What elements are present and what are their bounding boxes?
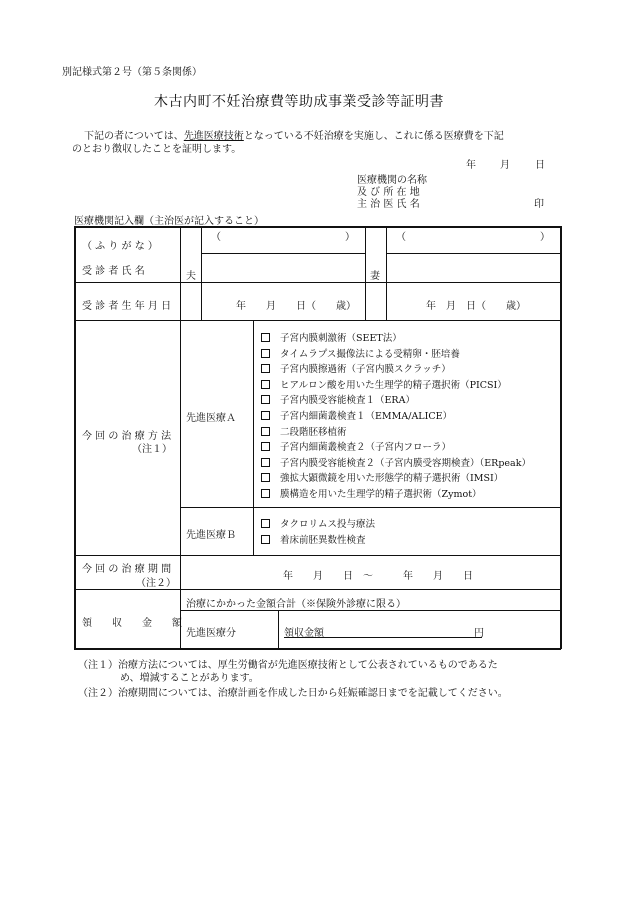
- treatment-option: [261, 377, 531, 393]
- treatment-option-label: 子宮内細菌叢検査１（EMMA/ALICE）: [280, 410, 453, 422]
- checkbox[interactable]: [261, 364, 270, 373]
- treatment-option: [261, 408, 531, 424]
- checkbox[interactable]: [261, 395, 270, 404]
- treatment-option: [261, 486, 531, 502]
- treatment-option: [261, 330, 531, 346]
- wife-furigana-close: ）: [540, 232, 550, 243]
- treatment-option: [261, 455, 531, 471]
- treatment-option-label: 子宮内膜受容能検査１（ERA）: [280, 395, 415, 407]
- period-value: 年 月 日 ～ 年 月 日: [283, 571, 473, 582]
- husband-furigana-open: （: [211, 232, 221, 243]
- checkbox[interactable]: [261, 473, 270, 482]
- checkbox[interactable]: [261, 427, 270, 436]
- husband-label: 夫: [186, 271, 196, 282]
- institution-name-label: 医療機関の名称: [357, 175, 427, 186]
- period-note-ref: （注２）: [136, 578, 176, 589]
- treatment-option: [261, 516, 375, 532]
- patient-name-label: 受 診 者 氏 名: [82, 266, 145, 277]
- treatment-option-label: タクロリムス投与療法: [280, 519, 376, 530]
- checkbox[interactable]: [261, 380, 270, 389]
- date-year: 年: [466, 160, 476, 171]
- amount-received-label: 領収金額: [284, 628, 324, 639]
- treatment-option: [261, 439, 531, 455]
- amount-unit: 円: [474, 628, 484, 639]
- treatment-option-label: 強拡大顕微鏡を用いた形態学的精子選択術（IMSI）: [280, 473, 504, 485]
- treatment-option: [261, 424, 531, 440]
- institution-address-label: 及 び 所 在 地: [357, 187, 420, 198]
- form-number: 別記様式第２号（第５条関係）: [62, 67, 202, 78]
- treatment-option: [261, 361, 531, 377]
- intro-underlined: 先進医療技術: [183, 131, 244, 142]
- treatment-option-label: 二段階胚移植術: [280, 426, 347, 438]
- advanced-b-label: 先進医療Ｂ: [186, 530, 236, 541]
- treatment-option-label: 子宮内細菌叢検査２（子宮内フローラ）: [280, 442, 452, 454]
- amount-advanced-label: 先進医療分: [186, 628, 236, 639]
- checkbox[interactable]: [261, 489, 270, 498]
- amount-underline: [284, 637, 482, 638]
- furigana-label: （ ふ り が な ）: [82, 241, 158, 252]
- note-1-line-2: め、増減することがあります。: [120, 673, 259, 684]
- treatment-option: [261, 392, 531, 408]
- section-label: 医療機関記入欄（主治医が記入すること）: [74, 216, 264, 227]
- treatment-option-label: タイムラプス撮像法による受精卵・胚培養: [280, 348, 460, 360]
- amount-label: 領 収 金 額: [82, 618, 182, 629]
- checkbox[interactable]: [261, 458, 270, 467]
- advanced-a-list: [261, 330, 531, 502]
- page-title: 木古内町不妊治療費等助成事業受診等証明書: [154, 94, 444, 110]
- treatment-option-label: 子宮内膜擦過術（子宮内膜スクラッチ）: [280, 364, 451, 376]
- checkbox[interactable]: [261, 442, 270, 451]
- checkbox[interactable]: [261, 333, 270, 342]
- checkbox[interactable]: [261, 519, 270, 528]
- wife-birthdate: 年 月 日（ 歳）: [426, 301, 526, 312]
- checkbox[interactable]: [261, 411, 270, 420]
- intro-after: となっている不妊治療を実施し、これに係る医療費を下記: [243, 131, 504, 142]
- checkbox[interactable]: [261, 535, 270, 544]
- date-day: 日: [535, 160, 545, 171]
- treatment-option-label: ヒアルロン酸を用いた生理学的精子選択術（PICSI）: [280, 379, 507, 391]
- amount-total-label: 治療にかかった金額合計（※保険外診療に限る）: [186, 599, 406, 610]
- checkbox[interactable]: [261, 349, 270, 358]
- intro-line-2: のとおり徴収したことを証明します。: [72, 144, 242, 155]
- doctor-name-label: 主 治 医 氏 名: [357, 199, 420, 210]
- method-label: 今 回 の 治 療 方 法: [82, 431, 172, 442]
- treatment-option: [261, 532, 375, 548]
- wife-label: 妻: [370, 271, 380, 282]
- husband-birthdate: 年 月 日（ 歳）: [236, 301, 356, 312]
- birthdate-label: 受 診 者 生 年 月 日: [82, 301, 172, 312]
- wife-furigana-open: （: [396, 232, 406, 243]
- method-note-ref: （注１）: [132, 444, 172, 455]
- treatment-option-label: 子宮内膜刺激術（SEET法）: [280, 333, 402, 344]
- period-label: 今 回 の 治 療 期 間: [82, 564, 172, 575]
- intro-before: 下記の者については、: [84, 131, 184, 142]
- treatment-option: [261, 346, 531, 362]
- advanced-a-label: 先進医療Ａ: [186, 413, 236, 424]
- advanced-b-list: [261, 516, 375, 547]
- note-1-line-1: （注１）治療方法については、厚生労働省が先進医療技術として公表されているものであるた: [78, 660, 498, 671]
- treatment-option: [261, 470, 531, 486]
- seal-mark: 印: [534, 199, 544, 210]
- note-2: （注２）治療期間については、治療計画を作成した日から妊娠確認日までを記載してください。: [78, 688, 508, 699]
- treatment-option-label: 子宮内膜受容能検査２（子宮内膜受容期検査）（ERpeak）: [280, 457, 531, 469]
- treatment-option-label: 膜構造を用いた生理学的精子選択術（Zymot）: [280, 488, 482, 500]
- treatment-option-label: 着床前胚異数性検査: [280, 534, 366, 546]
- husband-furigana-close: ）: [345, 232, 355, 243]
- date-month: 月: [500, 160, 510, 171]
